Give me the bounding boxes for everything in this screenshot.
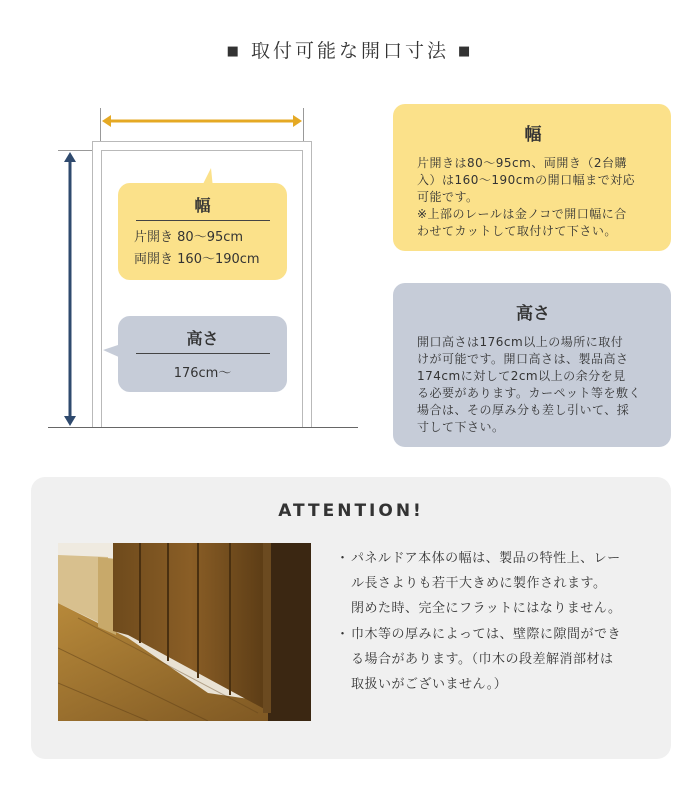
width-row-value: 80～95cm	[177, 230, 244, 245]
page-title-text: 取付可能な開口寸法	[250, 40, 449, 62]
width-row-value: 160～190cm	[177, 252, 260, 267]
note-text: パネルドア本体の幅は、製品の特性上、レー ル長さよりも若干大きめに製作されます。 閉めた時、完全にフラットにはなりません。	[351, 551, 622, 616]
height-bubble	[118, 316, 287, 392]
square-icon: ■	[458, 44, 474, 59]
floor-line	[48, 427, 358, 428]
bullet-icon: ・	[336, 627, 350, 642]
list-item	[334, 622, 664, 697]
height-info-title: 高さ	[516, 304, 550, 324]
height-bubble-title: 高さ	[136, 326, 270, 354]
width-bubble-rows	[134, 227, 271, 271]
width-info-text: 片開きは80～95cm、両開き（2台購 入）は160～190cmの開口幅まで対応 可能です。 ※上部のレールは金ノコで開口幅に合 わせてカットして取付けて下さい。	[417, 156, 636, 238]
height-bubble-value: 176cm～	[173, 366, 232, 381]
width-bubble-row	[134, 249, 271, 271]
note-text: 巾木等の厚みによっては、壁際に隙間ができ る場合があります。（巾木の段差解消部材は 取扱いがございません。）	[351, 627, 622, 692]
attention-title: ATTENTION!	[278, 501, 424, 521]
list-item	[334, 546, 664, 621]
width-arrow-icon	[100, 113, 304, 129]
bullet-icon: ・	[336, 551, 350, 566]
width-row-label: 両開き	[134, 252, 174, 267]
panel-door-photo	[58, 543, 311, 721]
width-info-title: 幅	[524, 125, 542, 145]
height-arrow-icon	[62, 150, 78, 428]
width-row-label: 片開き	[134, 230, 174, 245]
width-bubble	[118, 183, 287, 280]
width-bubble-row	[134, 227, 271, 249]
height-info-text: 開口高さは176cm以上の場所に取付 けが可能です。開口高さは、製品高さ 174cmに対して2cm以上の余分を見 る必要があります。カーペット等を敷く 場合は、その厚み分も差し引いて、採 寸して下さい。	[417, 335, 642, 434]
width-info-box	[393, 104, 671, 251]
attention-notes	[334, 546, 664, 698]
square-icon: ■	[226, 44, 242, 59]
width-bubble-title: 幅	[136, 193, 270, 221]
height-info-box	[393, 283, 671, 447]
opening-diagram	[0, 0, 360, 440]
